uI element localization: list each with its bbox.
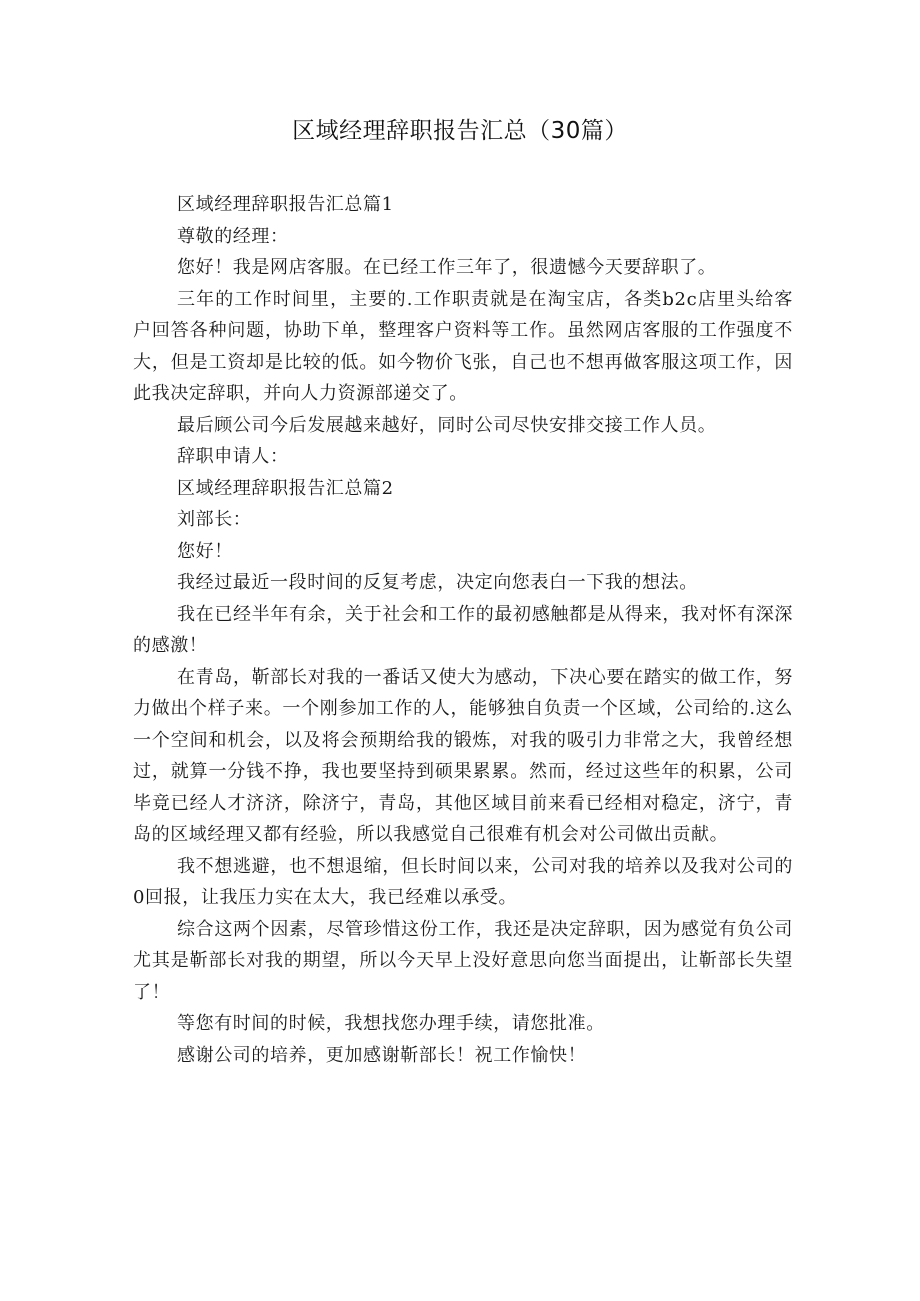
- paragraph: 我经过最近一段时间的反复考虑，决定向您表白一下我的想法。: [177, 572, 698, 593]
- salutation-1: 尊敬的经理：: [177, 225, 289, 247]
- heading-article-2: 区域经理辞职报告汇总篇2: [177, 477, 394, 499]
- salutation-2: 刘部长：: [177, 509, 252, 530]
- signature-line: 辞职申请人：: [177, 446, 289, 467]
- paragraph: 您好！我是网店客服。在已经工作三年了，很遗憾今天要辞职了。: [177, 257, 717, 278]
- closing: 感谢公司的培养，更加感谢靳部长！祝工作愉快！: [177, 1044, 587, 1066]
- paragraph: 综合这两个因素，尽管珍惜这份工作，我还是决定辞职，因为感觉有负公司尤其是靳部长对我的期望，所以今天早上没好意思向您当面提出，让靳部长失望了！: [133, 918, 793, 1003]
- document-title: 区域经理辞职报告汇总（30篇）: [292, 118, 628, 144]
- paragraph: 我不想逃避，也不想退缩，但长时间以来，公司对我的培养以及我对公司的0回报，让我压力实在太大，我已经难以承受。: [133, 855, 793, 908]
- paragraph: 等您有时间的时候，我想找您办理手续，请您批准。: [177, 1013, 605, 1034]
- document-body: [133, 189, 793, 1071]
- paragraph: 在青岛，靳部长对我的一番话又使大为感动，下决心要在踏实的做工作，努力做出个样子来。一个刚参加工作的人，能够独自负责一个区域，公司给的.这么一个空间和机会，以及将会预期给我的锻炼，对我的吸引力非常之大，我曾经想过，就算一分钱不挣，我也要坚持到硕果累累。然而，经过这些年的积累，公司毕竟已经人才济济，除济宁，青岛，其他区域目前来看已经相对稳定，济宁，青岛的区域经理又都有经验，所以我感觉自己很难有机会对公司做出贡献。: [133, 666, 793, 845]
- greeting: 您好！: [177, 540, 233, 562]
- paragraph: 最后顾公司今后发展越来越好，同时公司尽快安排交接工作人员。: [177, 414, 717, 436]
- heading-article-1: 区域经理辞职报告汇总篇1: [177, 194, 394, 215]
- paragraph: 我在已经半年有余，关于社会和工作的最初感触都是从得来，我对怀有深深的感激！: [133, 603, 793, 656]
- paragraph: 三年的工作时间里，主要的.工作职责就是在淘宝店，各类b2c店里头给客户回答各种问题，协助下单，整理客户资料等工作。虽然网店客服的工作强度不大，但是工资却是比较的低。如今物价飞张，自己也不想再做客服这项工作，因此我决定辞职，并向人力资源部递交了。: [133, 288, 793, 404]
